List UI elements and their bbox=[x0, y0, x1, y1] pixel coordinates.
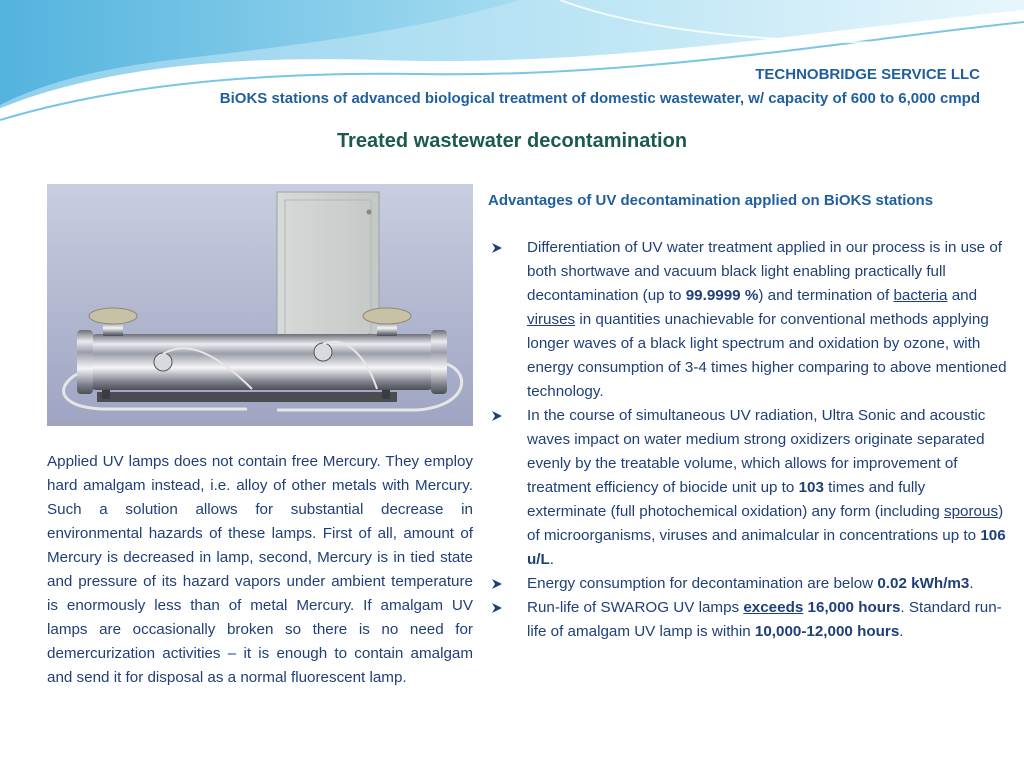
advantage-item bbox=[488, 236, 1008, 404]
advantage-text: . bbox=[899, 623, 904, 640]
advantage-text: Differentiation of UV water treatment applied in our process is in use of both shortwave and vacuum black light enabling practically full decontamination (up to bbox=[527, 239, 1002, 304]
advantage-text: . bbox=[969, 575, 974, 592]
exceeds-link[interactable]: exceeds bbox=[743, 599, 804, 616]
advantage-text: ) of microorganisms, viruses and animalcular in concentrations up to bbox=[527, 503, 1004, 544]
advantage-item bbox=[488, 404, 1008, 572]
energy-consumption-value: 0.02 kWh/m3 bbox=[877, 575, 970, 592]
run-life-value: 16,000 hours bbox=[807, 599, 901, 616]
advantages-heading: Advantages of UV decontamination applied on BiOKS stations bbox=[488, 192, 934, 209]
arrow-bullet-icon bbox=[490, 596, 504, 620]
arrow-bullet-icon bbox=[490, 404, 504, 428]
decontamination-rate: 99.9999 % bbox=[685, 287, 759, 304]
advantage-text: Run-life of SWAROG UV lamps bbox=[527, 599, 744, 616]
amalgam-run-life-value: 10,000-12,000 hours bbox=[754, 623, 900, 640]
arrow-bullet-icon bbox=[490, 236, 504, 260]
advantage-text: times and fully exterminate (full photochemical oxidation) any form (including bbox=[527, 479, 945, 520]
concentration-value: 106 u/L bbox=[527, 527, 1006, 568]
advantage-text: Energy consumption for decontamination are below bbox=[527, 575, 878, 592]
viruses-link[interactable]: viruses bbox=[527, 311, 576, 328]
advantage-text: ) and termination of bbox=[758, 287, 894, 304]
company-name: TECHNOBRIDGE SERVICE LLC bbox=[755, 66, 980, 83]
advantage-text: . Standard run-life of amalgam UV lamp is within bbox=[527, 599, 1002, 640]
slide-subtitle: BiOKS stations of advanced biological treatment of domestic wastewater, w/ capacity of 600 to 6,000 cmpd bbox=[219, 90, 980, 107]
advantage-text: and bbox=[947, 287, 978, 304]
sporous-link[interactable]: sporous bbox=[944, 503, 999, 520]
advantage-text: in quantities unachievable for conventional methods applying longer waves of a black light spectrum and oxidation by ozone, with energy consumption of 3-4 times higher comparing to above mentioned technology. bbox=[527, 311, 1007, 400]
advantage-item bbox=[488, 572, 1008, 596]
header-wave-decoration bbox=[0, 0, 1024, 130]
advantage-text: In the course of simultaneous UV radiation, Ultra Sonic and acoustic waves impact on water medium strong oxidizers originate separated evenly by the treatable volume, which allows for improvement of treatment efficiency of biocide unit up to bbox=[527, 407, 986, 496]
page-title: Treated wastewater decontamination bbox=[336, 130, 688, 152]
advantage-text: . bbox=[549, 551, 555, 568]
bacteria-link[interactable]: bacteria bbox=[893, 287, 948, 304]
advantages-list bbox=[488, 236, 1008, 644]
uv-sterilizer-photo bbox=[47, 184, 473, 426]
efficiency-factor: 103 bbox=[798, 479, 824, 496]
advantage-item bbox=[488, 596, 1008, 644]
arrow-bullet-icon bbox=[490, 572, 504, 596]
amalgam-lamp-paragraph: Applied UV lamps does not contain free Mercury. They employ hard amalgam instead, i.e. alloy of other metals with Mercury. Such a solution allows for substantial decrease in environmental hazards of these lamps. First of all, amount of Mercury is decreased in lamp, second, Mercury is in tied state and pressure of its hazard vapors under ambient temperature is enormously less than of metal Mercury. If amalgam UV lamps are occasionally broken so there is no need for demercurization activities – it is enough to contain amalgam and send it for disposal as a normal fluorescent lamp. bbox=[47, 453, 473, 686]
